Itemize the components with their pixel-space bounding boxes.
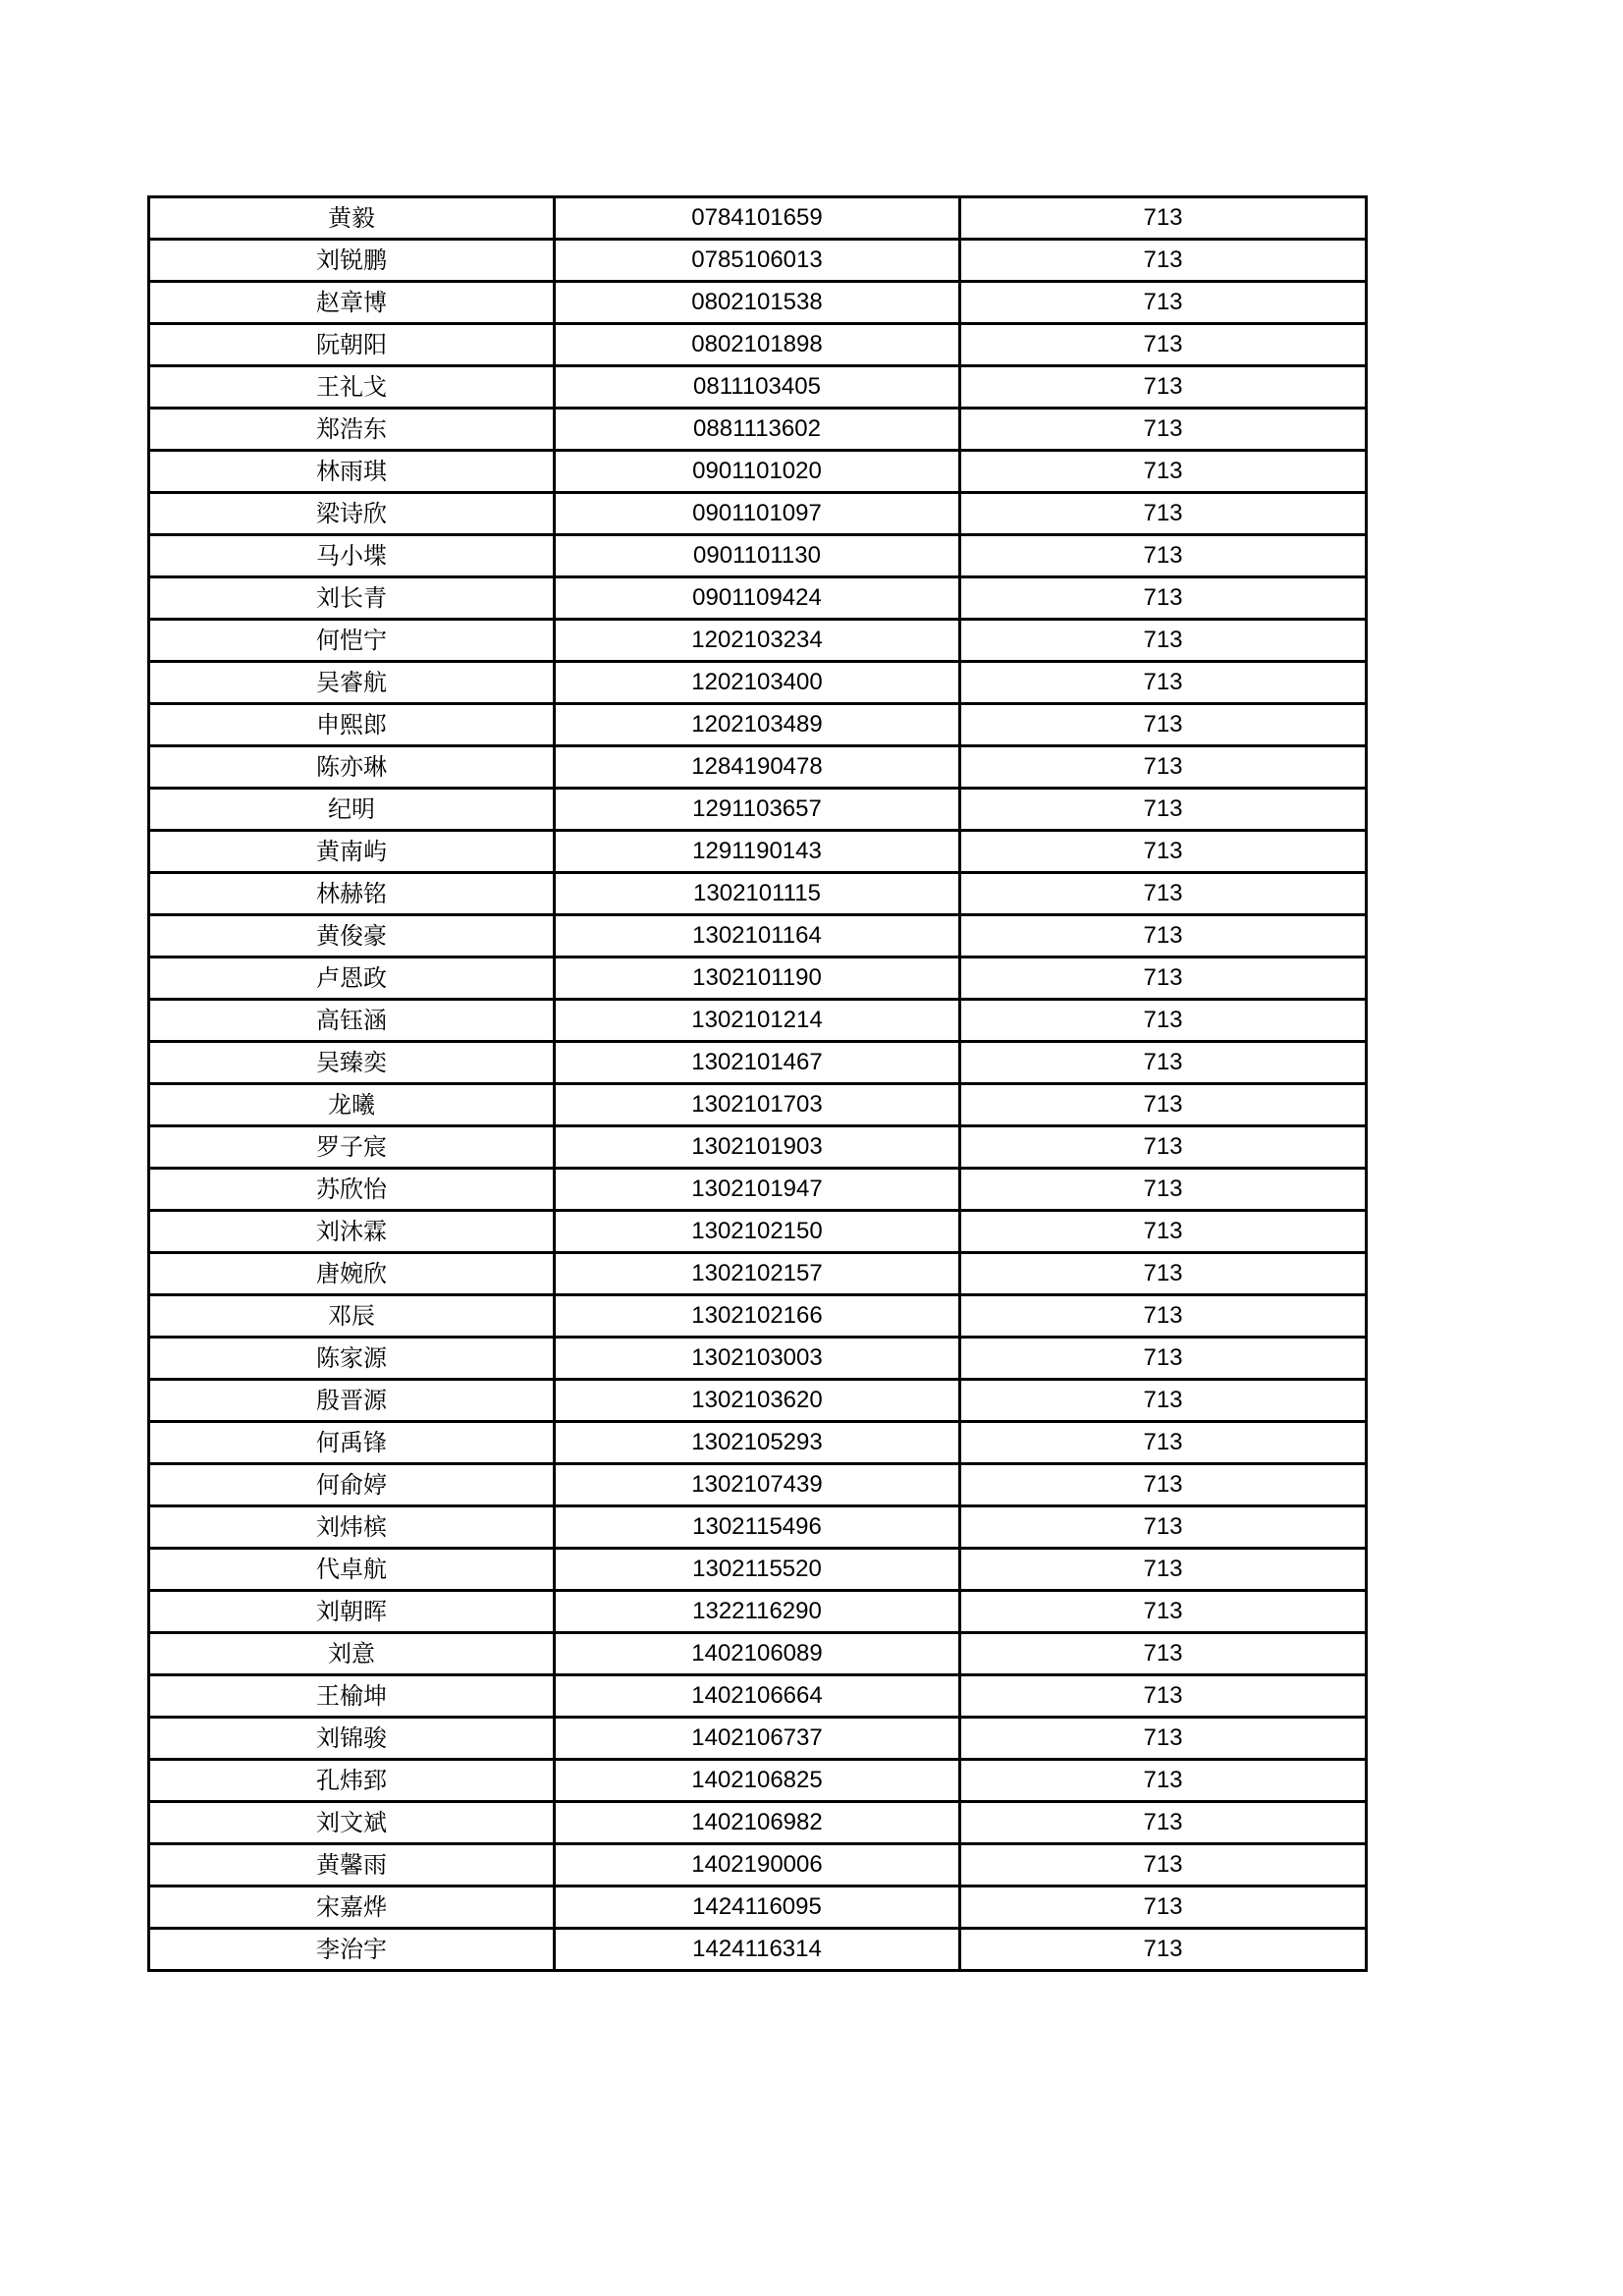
candidate-id-cell: 1284190478 [555,746,960,789]
score-cell: 713 [960,1211,1367,1253]
name-cell: 唐婉欣 [149,1253,555,1295]
candidate-id-cell: 0811103405 [555,366,960,409]
score-cell: 713 [960,451,1367,493]
candidate-id-cell: 1402106737 [555,1718,960,1760]
table-row [149,1633,1367,1675]
score-cell: 713 [960,324,1367,366]
name-cell: 罗子宸 [149,1126,555,1169]
candidate-id-cell: 1302101214 [555,1000,960,1042]
candidate-id-cell: 0901101130 [555,535,960,577]
score-cell: 713 [960,620,1367,662]
score-cell: 713 [960,1422,1367,1464]
table-row [149,1929,1367,1971]
table-row [149,1295,1367,1338]
table-row [149,831,1367,873]
score-cell: 713 [960,197,1367,240]
name-cell: 李治宇 [149,1929,555,1971]
table-row [149,1211,1367,1253]
table-row [149,1844,1367,1886]
table-row [149,789,1367,831]
table-row [149,1042,1367,1084]
table-row [149,1760,1367,1802]
name-cell: 申熙郎 [149,704,555,746]
name-cell: 何恺宁 [149,620,555,662]
name-cell: 黄馨雨 [149,1844,555,1886]
table-row [149,746,1367,789]
table-row [149,1000,1367,1042]
score-cell: 713 [960,1549,1367,1591]
score-cell: 713 [960,1000,1367,1042]
table-row [149,197,1367,240]
candidate-id-cell: 1302101903 [555,1126,960,1169]
name-cell: 王礼戈 [149,366,555,409]
name-cell: 刘文斌 [149,1802,555,1844]
table-row [149,1549,1367,1591]
score-cell: 713 [960,1718,1367,1760]
score-cell: 713 [960,1380,1367,1422]
table-row [149,1718,1367,1760]
candidate-id-cell: 1302101703 [555,1084,960,1126]
candidate-id-cell: 1302107439 [555,1464,960,1506]
table-row [149,577,1367,620]
name-cell: 林赫铭 [149,873,555,915]
candidate-id-cell: 1302115520 [555,1549,960,1591]
table-row [149,1380,1367,1422]
score-cell: 713 [960,1253,1367,1295]
table-row [149,957,1367,1000]
name-cell: 刘意 [149,1633,555,1675]
table-row [149,1169,1367,1211]
score-cell: 713 [960,1506,1367,1549]
table-row [149,366,1367,409]
table-row [149,1422,1367,1464]
name-cell: 刘朝晖 [149,1591,555,1633]
candidate-id-cell: 1302102166 [555,1295,960,1338]
table-row [149,409,1367,451]
table-row [149,1591,1367,1633]
score-cell: 713 [960,1633,1367,1675]
candidate-id-cell: 1291190143 [555,831,960,873]
name-cell: 刘锐鹏 [149,240,555,282]
name-cell: 赵章博 [149,282,555,324]
candidate-id-cell: 0881113602 [555,409,960,451]
candidate-id-cell: 1302101164 [555,915,960,957]
name-cell: 孔炜郅 [149,1760,555,1802]
name-cell: 王榆坤 [149,1675,555,1718]
table-row [149,1675,1367,1718]
candidate-id-cell: 0802101538 [555,282,960,324]
score-cell: 713 [960,873,1367,915]
name-cell: 卢恩政 [149,957,555,1000]
score-cell: 713 [960,1126,1367,1169]
candidate-id-cell: 1302105293 [555,1422,960,1464]
table-row [149,873,1367,915]
table-row [149,1802,1367,1844]
name-cell: 吴臻奕 [149,1042,555,1084]
score-cell: 713 [960,282,1367,324]
name-cell: 宋嘉烨 [149,1886,555,1929]
score-cell: 713 [960,746,1367,789]
score-cell: 713 [960,240,1367,282]
score-cell: 713 [960,1042,1367,1084]
name-cell: 吴睿航 [149,662,555,704]
candidate-id-cell: 0901109424 [555,577,960,620]
table-row [149,493,1367,535]
name-cell: 马小堞 [149,535,555,577]
score-cell: 713 [960,1169,1367,1211]
table-row [149,324,1367,366]
candidate-id-cell: 1202103489 [555,704,960,746]
candidate-id-cell: 1302115496 [555,1506,960,1549]
score-cell: 713 [960,915,1367,957]
name-cell: 殷晋源 [149,1380,555,1422]
table-row [149,915,1367,957]
results-table-body [149,197,1367,1971]
candidate-id-cell: 1424116314 [555,1929,960,1971]
candidate-id-cell: 1302102150 [555,1211,960,1253]
candidate-id-cell: 1322116290 [555,1591,960,1633]
candidate-id-cell: 1402106664 [555,1675,960,1718]
name-cell: 梁诗欣 [149,493,555,535]
score-cell: 713 [960,789,1367,831]
results-table-container [147,195,1368,1972]
candidate-id-cell: 1302101947 [555,1169,960,1211]
name-cell: 林雨琪 [149,451,555,493]
table-row [149,704,1367,746]
name-cell: 邓辰 [149,1295,555,1338]
score-cell: 713 [960,577,1367,620]
score-cell: 713 [960,535,1367,577]
name-cell: 陈家源 [149,1338,555,1380]
score-cell: 713 [960,1760,1367,1802]
candidate-id-cell: 1302103620 [555,1380,960,1422]
candidate-id-cell: 1402190006 [555,1844,960,1886]
name-cell: 刘沐霖 [149,1211,555,1253]
candidate-id-cell: 1291103657 [555,789,960,831]
name-cell: 何禹锋 [149,1422,555,1464]
table-row [149,1464,1367,1506]
score-cell: 713 [960,1675,1367,1718]
score-cell: 713 [960,662,1367,704]
score-cell: 713 [960,493,1367,535]
score-cell: 713 [960,1886,1367,1929]
candidate-id-cell: 1302101190 [555,957,960,1000]
table-row [149,1084,1367,1126]
score-cell: 713 [960,1338,1367,1380]
table-row [149,1886,1367,1929]
candidate-id-cell: 1302101467 [555,1042,960,1084]
score-cell: 713 [960,831,1367,873]
candidate-id-cell: 1424116095 [555,1886,960,1929]
score-cell: 713 [960,1802,1367,1844]
name-cell: 黄俊豪 [149,915,555,957]
table-row [149,451,1367,493]
name-cell: 阮朝阳 [149,324,555,366]
candidate-id-cell: 1202103400 [555,662,960,704]
candidate-id-cell: 1302101115 [555,873,960,915]
score-cell: 713 [960,1844,1367,1886]
name-cell: 龙曦 [149,1084,555,1126]
candidate-id-cell: 0802101898 [555,324,960,366]
score-cell: 713 [960,409,1367,451]
score-cell: 713 [960,1295,1367,1338]
candidate-id-cell: 0785106013 [555,240,960,282]
candidate-id-cell: 1402106825 [555,1760,960,1802]
table-row [149,535,1367,577]
score-cell: 713 [960,704,1367,746]
table-row [149,1338,1367,1380]
candidate-id-cell: 1302102157 [555,1253,960,1295]
name-cell: 陈亦琳 [149,746,555,789]
score-cell: 713 [960,957,1367,1000]
name-cell: 高钰涵 [149,1000,555,1042]
candidate-id-cell: 0901101020 [555,451,960,493]
candidate-id-cell: 1202103234 [555,620,960,662]
table-row [149,662,1367,704]
score-cell: 713 [960,1591,1367,1633]
score-cell: 713 [960,1084,1367,1126]
candidate-id-cell: 0784101659 [555,197,960,240]
candidate-id-cell: 0901101097 [555,493,960,535]
name-cell: 刘长青 [149,577,555,620]
name-cell: 何俞婷 [149,1464,555,1506]
name-cell: 纪明 [149,789,555,831]
table-row [149,1126,1367,1169]
name-cell: 苏欣怡 [149,1169,555,1211]
table-row [149,620,1367,662]
table-row [149,282,1367,324]
name-cell: 黄毅 [149,197,555,240]
name-cell: 黄南屿 [149,831,555,873]
candidate-id-cell: 1402106982 [555,1802,960,1844]
name-cell: 刘炜槟 [149,1506,555,1549]
table-row [149,1253,1367,1295]
score-cell: 713 [960,1464,1367,1506]
score-cell: 713 [960,366,1367,409]
candidate-id-cell: 1402106089 [555,1633,960,1675]
table-row [149,1506,1367,1549]
name-cell: 刘锦骏 [149,1718,555,1760]
name-cell: 代卓航 [149,1549,555,1591]
results-table [147,195,1368,1972]
candidate-id-cell: 1302103003 [555,1338,960,1380]
table-row [149,240,1367,282]
score-cell: 713 [960,1929,1367,1971]
name-cell: 郑浩东 [149,409,555,451]
